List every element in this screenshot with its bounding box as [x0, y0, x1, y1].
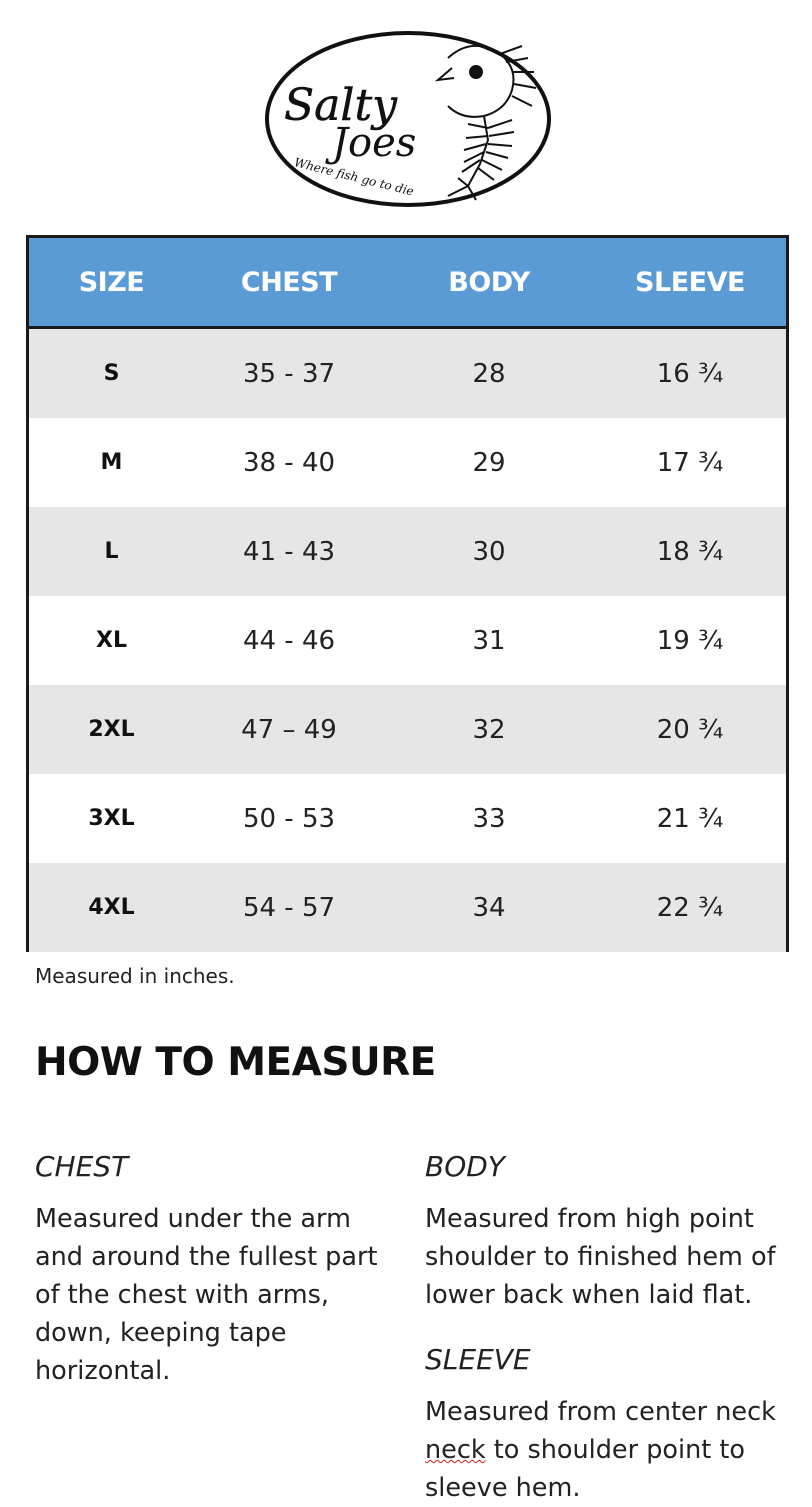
logo-name-line2: Joes	[332, 120, 417, 166]
chest-cell: 35 - 37	[242, 358, 336, 389]
body-cell: 29	[472, 447, 506, 478]
sleeve-heading: SLEEVE	[425, 1343, 531, 1376]
size-cell: XL	[96, 628, 127, 653]
salty-joes-logo	[262, 28, 554, 210]
table-header-row	[29, 238, 786, 329]
size-cell: M	[100, 450, 123, 475]
body-cell: 28	[472, 358, 506, 389]
sleeve-cell: 17 ¾	[656, 447, 724, 478]
body-cell: 32	[472, 714, 506, 745]
size-cell: L	[104, 539, 119, 564]
table-row	[29, 774, 786, 863]
table-row	[29, 507, 786, 596]
chest-cell: 50 - 53	[242, 803, 336, 834]
chest-heading: CHEST	[35, 1150, 129, 1183]
body-cell: 33	[472, 803, 506, 834]
sleeve-cell: 21 ¾	[656, 803, 724, 834]
table-row	[29, 863, 786, 952]
header-size: SIZE	[78, 266, 145, 298]
chest-cell: 38 - 40	[242, 447, 336, 478]
table-row	[29, 596, 786, 685]
size-cell: 3XL	[88, 806, 135, 831]
sleeve-description: Measured from center neck neck to shoulder point to sleeve hem.	[425, 1397, 776, 1503]
sleeve-cell: 22 ¾	[656, 892, 724, 923]
size-chart-table	[26, 235, 789, 952]
size-cell: 2XL	[88, 717, 135, 742]
chest-description: Measured under the arm and around the fullest part of the chest with arms, down, keeping tape horizontal.	[35, 1204, 378, 1386]
table-row	[29, 685, 786, 774]
chest-cell: 41 - 43	[242, 536, 336, 567]
body-heading: BODY	[425, 1150, 505, 1183]
spellcheck-flagged-word: neck	[425, 1435, 486, 1465]
sleeve-cell: 18 ¾	[656, 536, 724, 567]
body-cell: 31	[472, 625, 506, 656]
body-cell: 30	[472, 536, 506, 567]
size-cell: 4XL	[88, 895, 135, 920]
body-description: Measured from high point shoulder to finished hem of lower back when laid flat.	[425, 1204, 776, 1310]
header-sleeve: SLEEVE	[635, 266, 745, 298]
sleeve-cell: 20 ¾	[656, 714, 724, 745]
size-cell: S	[103, 361, 120, 386]
logo-name-line1: Salty	[284, 80, 397, 131]
body-cell: 34	[472, 892, 506, 923]
chest-cell: 44 - 46	[242, 625, 336, 656]
chest-cell: 47 – 49	[241, 714, 337, 745]
header-body: BODY	[448, 266, 530, 298]
measurement-unit-note: Measured in inches.	[35, 964, 235, 988]
sleeve-cell: 19 ¾	[656, 625, 724, 656]
logo-tagline: Where fish go to die	[292, 155, 416, 199]
how-to-measure-title: HOW TO MEASURE	[35, 1040, 436, 1085]
table-row	[29, 329, 786, 418]
header-chest: CHEST	[240, 266, 338, 298]
table-row	[29, 418, 786, 507]
sleeve-cell: 16 ¾	[656, 358, 724, 389]
chest-cell: 54 - 57	[242, 892, 336, 923]
